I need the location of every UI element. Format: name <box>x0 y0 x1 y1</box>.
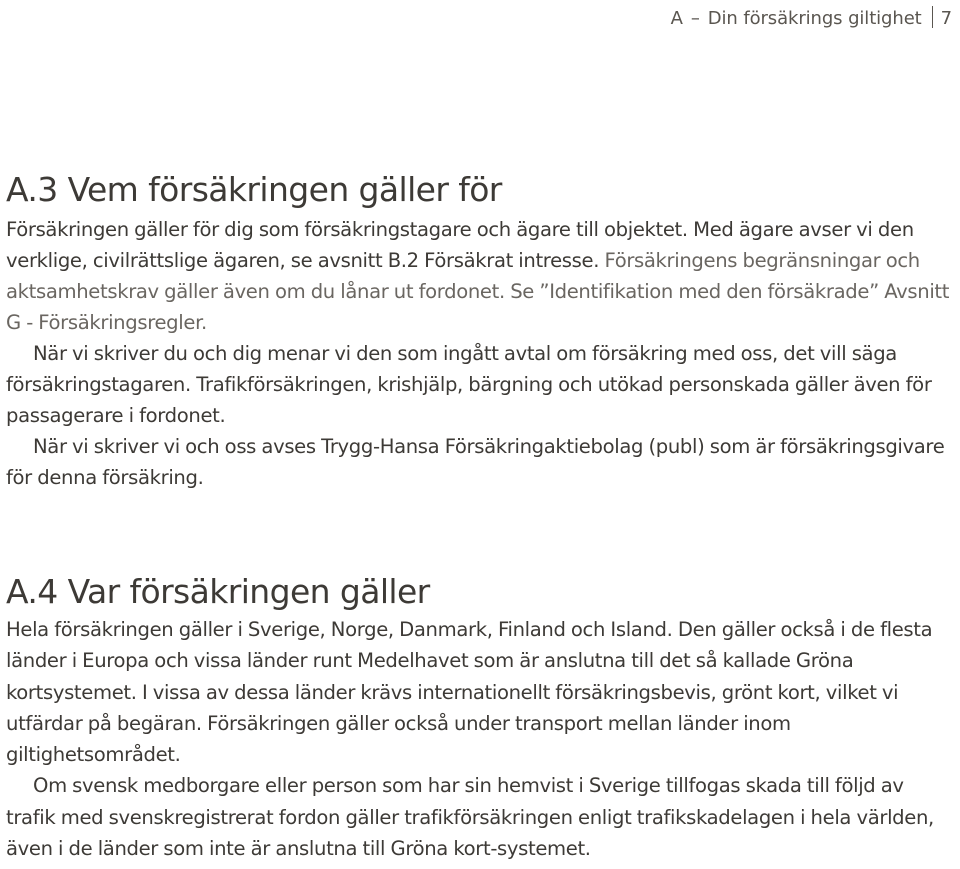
header-title: Din försäkrings giltighet <box>707 8 922 29</box>
section-a3 <box>6 168 956 493</box>
paragraph-owner-text: Försäkringen gäller för dig som försäkringstagare och ägare till objektet. Med ägare avser vi den verklige, civilrättslige ägaren, se avsnitt B.2 Försäkrat intresse. <box>6 218 914 272</box>
section-heading-a3: A.3 Vem försäkringen gäller för <box>6 170 502 209</box>
paragraph-you-definition: När vi skriver du och dig menar vi den som ingått avtal om försäkring med oss, det vill säga försäkringstagaren. Trafikförsäkringen, krishjälp, bärgning och utökad personskada gäller även för passagerare i fordonet. <box>6 342 932 427</box>
paragraph-owner-definition <box>6 214 956 338</box>
header-divider <box>932 6 933 28</box>
header-section-letter: A <box>670 8 683 29</box>
paragraph-limitations-text: Försäkringens begränsningar och aktsamhetskrav gäller även om du lånar ut fordonet. Se ”Identifikation med den försäkrade” Avsnitt G - Försäkringsregler. <box>6 249 950 334</box>
paragraph-worldwide-traffic: Om svensk medborgare eller person som har sin hemvist i Sverige tillfogas skada till följd av trafik med svenskregistrerat fordon gäller trafikförsäkringen enligt trafikskadelagen i hela världen, även i de länder som inte är anslutna till Gröna kort-systemet. <box>6 774 934 861</box>
section-a4 <box>6 570 956 864</box>
header-dash: – <box>690 8 700 29</box>
running-header <box>671 6 952 29</box>
paragraph-we-definition: När vi skriver vi och oss avses Trygg-Hansa Försäkringaktiebolag (publ) som är försäkringsgivare för denna försäkring. <box>6 435 945 489</box>
paragraph-coverage-area: Hela försäkringen gäller i Sverige, Norge, Danmark, Finland och Island. Den gäller också i de flesta länder i Europa och vissa länder runt Medelhavet som är anslutna till det så kallade Gröna kortsystemet. I vissa av dessa länder krävs internationellt försäkringsbevis, grönt kort, vilket vi utfärdar på begäran. Försäkringen gäller också under transport mellan länder inom giltighetsområdet. <box>6 618 933 767</box>
page-number: 7 <box>940 8 952 29</box>
section-heading-a4: A.4 Var försäkringen gäller <box>6 572 430 611</box>
